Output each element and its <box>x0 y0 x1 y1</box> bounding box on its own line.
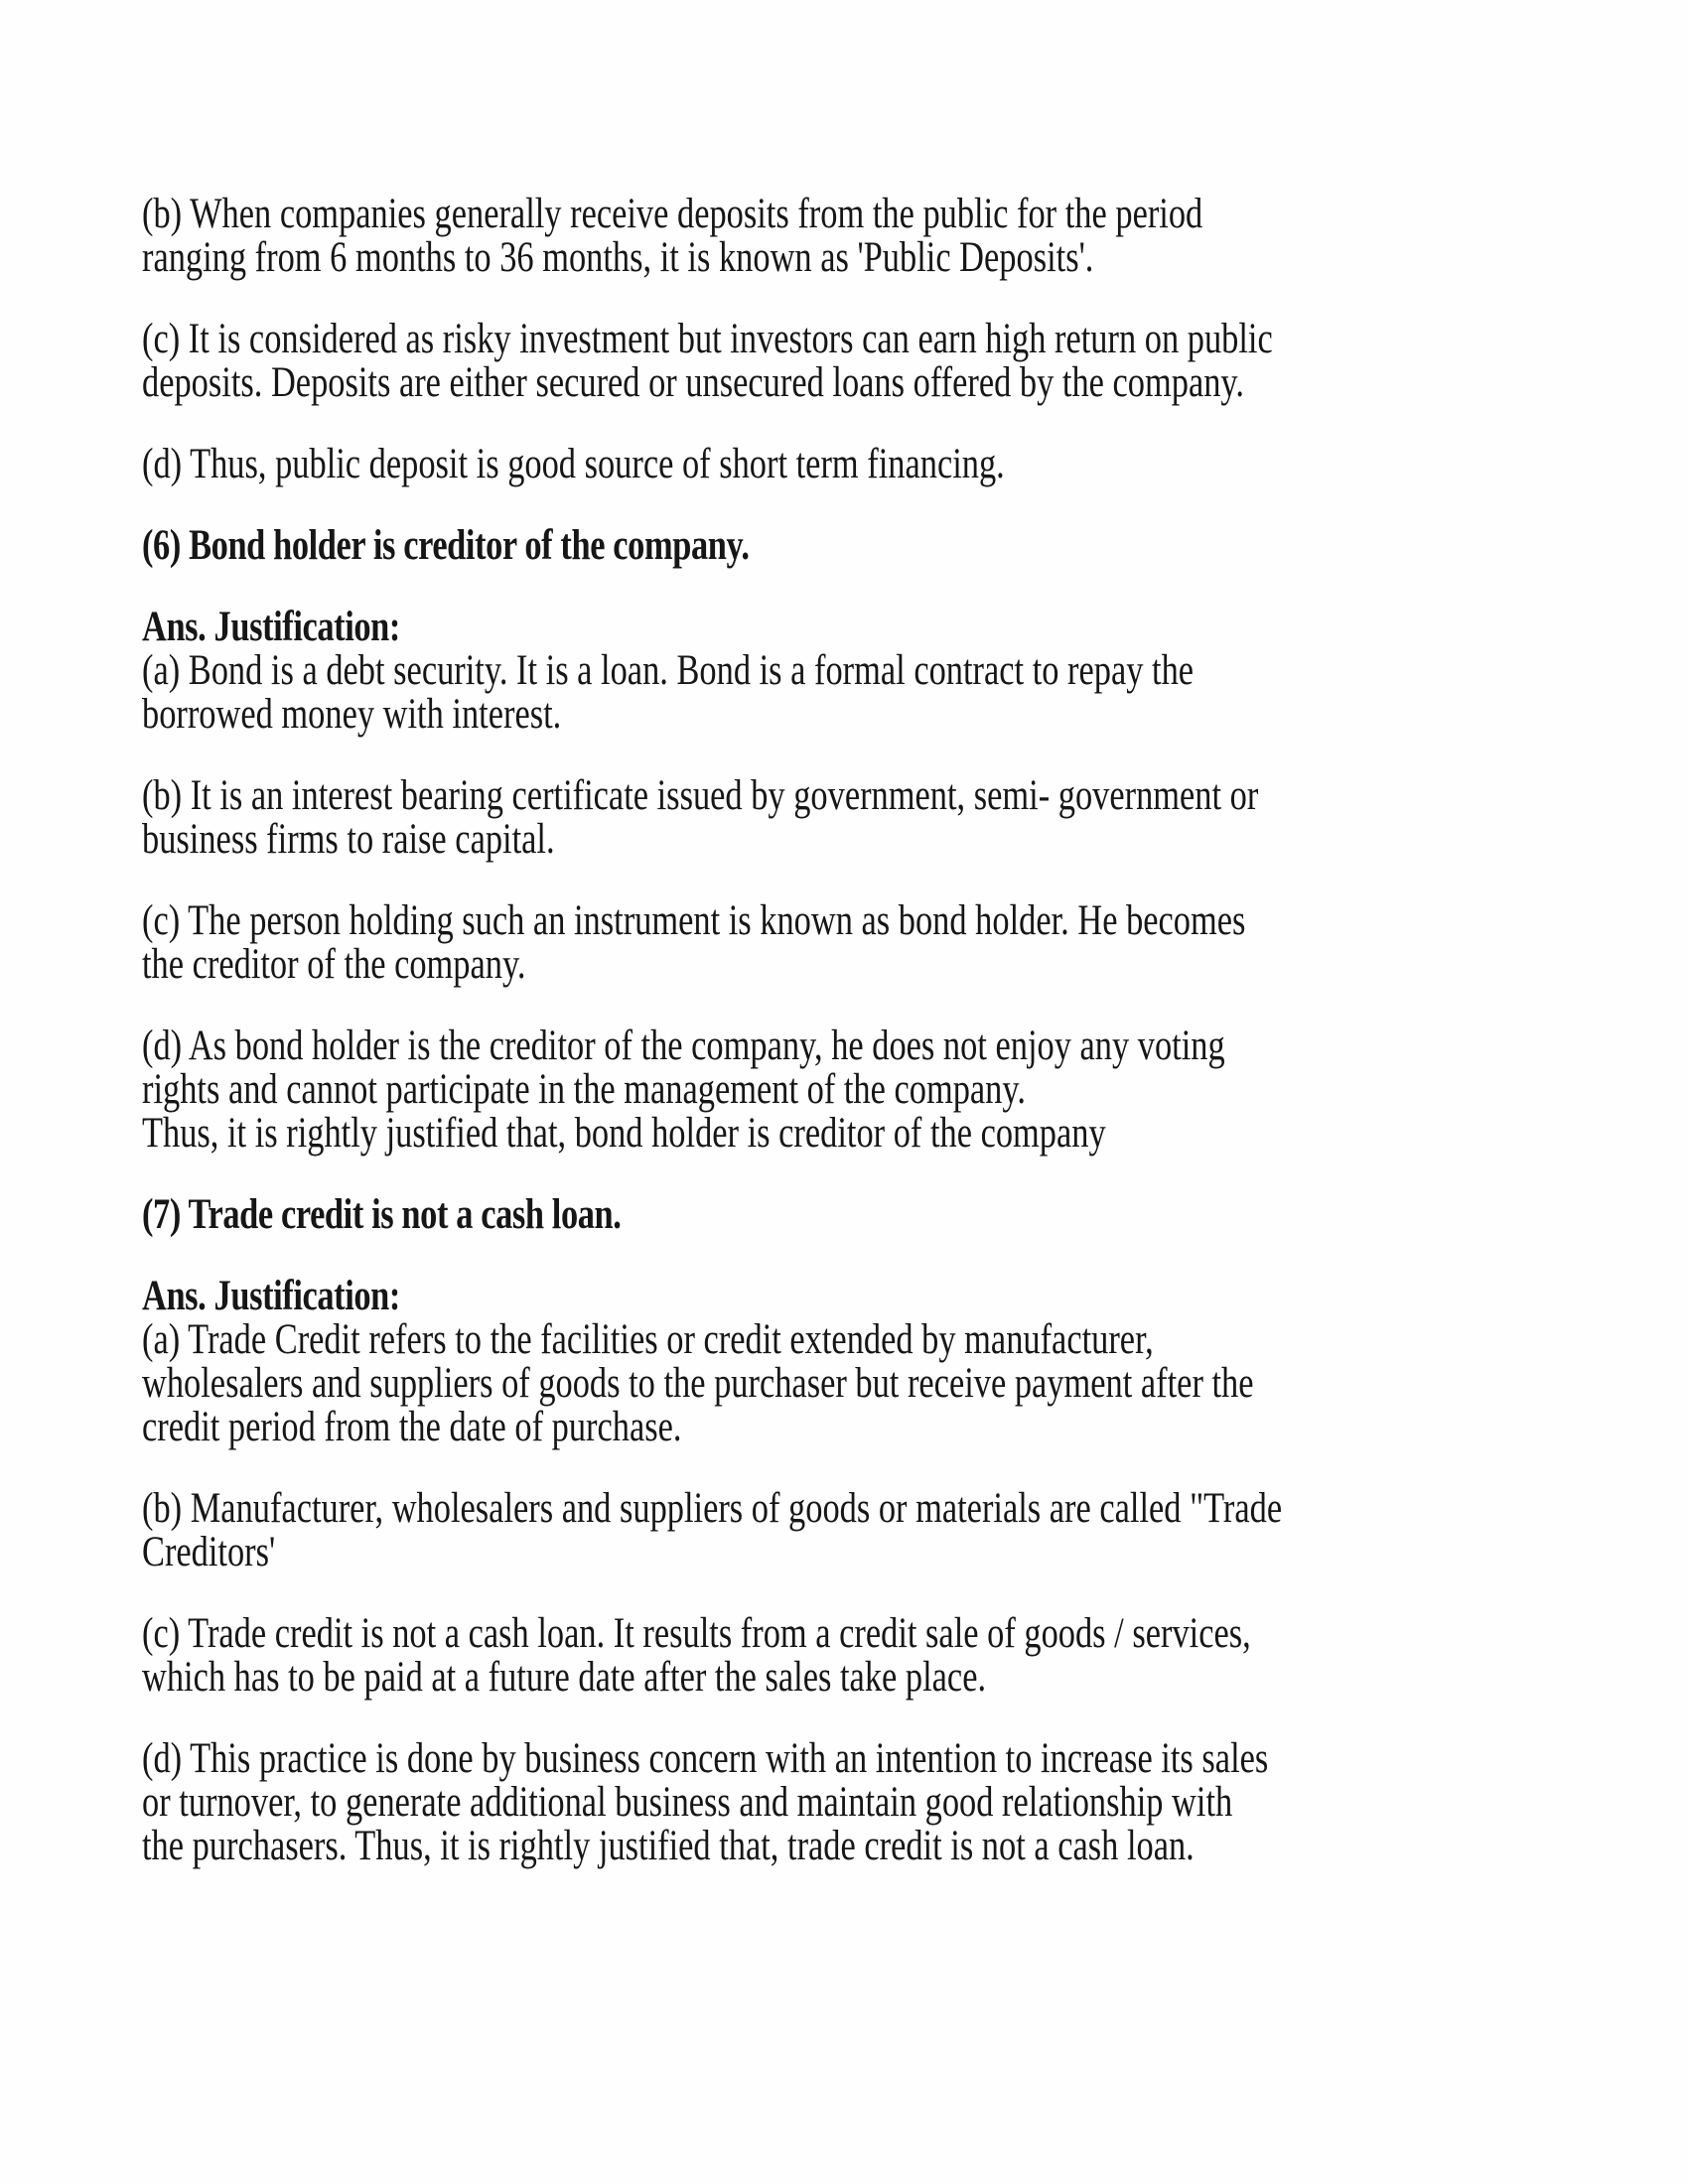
text-line: ranging from 6 months to 36 months, it is known as 'Public Deposits'. <box>142 234 1094 281</box>
paragraph-block <box>142 774 1688 862</box>
answer-label: Ans. Justification: <box>142 1273 400 1319</box>
text-line: deposits. Deposits are either secured or unsecured loans offered by the company. <box>142 359 1244 406</box>
paragraph-block <box>142 318 1688 405</box>
text-line: or turnover, to generate additional business and maintain good relationship with <box>142 1779 1233 1826</box>
text-line: rights and cannot participate in the management of the company. <box>142 1066 1026 1113</box>
text-line: (6) Bond holder is creditor of the company. <box>142 522 750 569</box>
text-line: the creditor of the company. <box>142 941 526 988</box>
paragraph-block <box>142 443 1688 486</box>
text-line: (d) This practice is done by business concern with an intention to increase its sales <box>142 1735 1269 1782</box>
text-line: (b) Manufacturer, wholesalers and suppliers of goods or materials are called "Trade <box>142 1485 1283 1532</box>
paragraph-block <box>142 193 1688 280</box>
text-line: (a) Bond is a debt security. It is a loan. Bond is a formal contract to repay the <box>142 647 1195 694</box>
text-line: (d) As bond holder is the creditor of the company, he does not enjoy any voting <box>142 1023 1225 1069</box>
paragraph-block <box>142 899 1688 987</box>
text-line: (c) Trade credit is not a cash loan. It results from a credit sale of goods / services, <box>142 1610 1251 1657</box>
text-line: credit period from the date of purchase. <box>142 1404 682 1450</box>
text-line: (c) It is considered as risky investment but investors can earn high return on public <box>142 316 1273 362</box>
text-line: (b) When companies generally receive deposits from the public for the period <box>142 191 1203 237</box>
question-heading <box>142 524 1688 568</box>
paragraph-block <box>142 1612 1688 1700</box>
paragraph-block <box>142 1487 1688 1574</box>
text-line: (a) Trade Credit refers to the facilities or credit extended by manufacturer, <box>142 1316 1154 1363</box>
text-line: which has to be paid at a future date after the sales take place. <box>142 1654 987 1701</box>
text-line: Thus, it is rightly justified that, bond holder is creditor of the company <box>142 1110 1106 1157</box>
text-line: business firms to raise capital. <box>142 816 555 863</box>
text-line: wholesalers and suppliers of goods to the purchaser but receive payment after the <box>142 1360 1254 1407</box>
text-line: (d) Thus, public deposit is good source of short term financing. <box>142 441 1005 487</box>
text-line: the purchasers. Thus, it is rightly justified that, trade credit is not a cash loan. <box>142 1823 1195 1869</box>
answer-block <box>142 1275 1688 1449</box>
text-line: Creditors' <box>142 1529 276 1575</box>
text-line: borrowed money with interest. <box>142 691 562 738</box>
question-heading <box>142 1193 1688 1237</box>
text-line: (c) The person holding such an instrument is known as bond holder. He becomes <box>142 897 1246 944</box>
answer-label: Ans. Justification: <box>142 604 400 650</box>
answer-block <box>142 606 1688 737</box>
paragraph-block <box>142 1737 1688 1868</box>
text-line: (7) Trade credit is not a cash loan. <box>142 1191 622 1238</box>
paragraph-block <box>142 1024 1688 1156</box>
document-content <box>142 193 1688 1868</box>
text-line: (b) It is an interest bearing certificate issued by government, semi- government or <box>142 772 1259 819</box>
